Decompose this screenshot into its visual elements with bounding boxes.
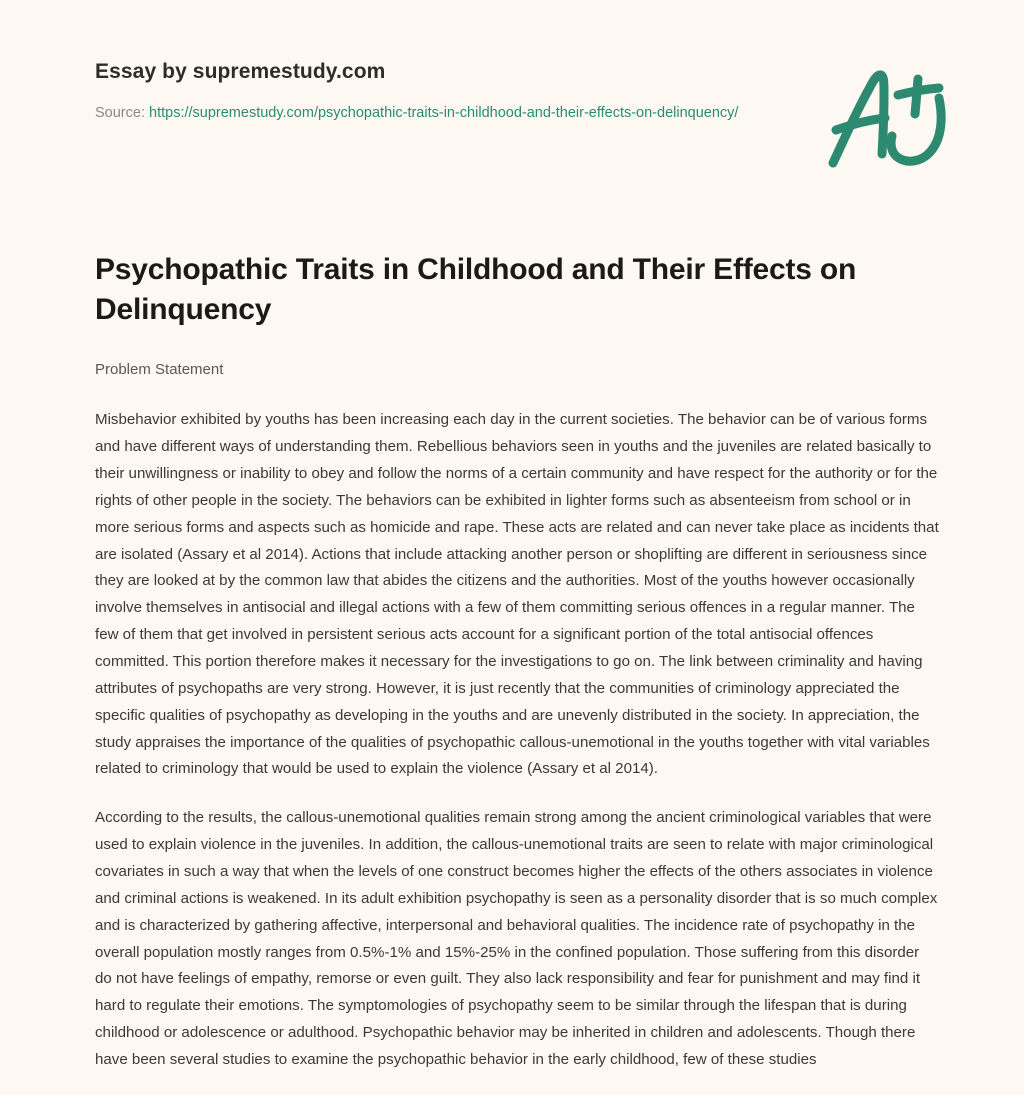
section-heading-problem-statement: Problem Statement	[95, 360, 224, 378]
page-title: Psychopathic Traits in Childhood and Their Effects on Delinquency	[95, 253, 857, 326]
source-label: Source:	[95, 105, 145, 122]
source-line	[95, 102, 765, 125]
body-copy	[95, 407, 940, 1074]
document-header	[95, 58, 795, 126]
source-url-link[interactable]: https://supremestudy.com/psychopathic-traits-in-childhood-and-their-effects-on-delinquency/	[149, 105, 739, 122]
brand-title: Essay by supremestudy.com	[95, 60, 386, 83]
a-plus-logo-icon	[822, 62, 952, 180]
article-content	[95, 250, 940, 1074]
paragraph: Misbehavior exhibited by youths has been increasing each day in the current societies. The behavior can be of various forms and have different ways of understanding them. Rebellious behaviors seen in youths and the juveniles are related basically to their unwillingness or inability to obey and follow the norms of a certain community and have respect for the authority or for the rights of other people in the society. The behaviors can be exhibited in lighter forms such as absenteeism from school or in more serious forms and aspects such as homicide and rape. These acts are related and can never take place as incidents that are isolated (Assary et al 2014). Actions that include attacking another person or shoplifting are different in seriousness since they are looked at by the common law that abides the citizens and the authorities. Most of the youths however occasionally involve themselves in antisocial and illegal actions with a few of them committing serious offences in a regular manner. The few of them that get involved in persistent serious acts account for a significant portion of the total antisocial offences committed. This portion therefore makes it necessary for the investigations to go on. The link between criminality and having attributes of psychopaths are very strong. However, it is just recently that the communities of criminology appreciated the specific qualities of psychopathy as developing in the youths and are unevenly distributed in the society. In appreciation, the study appraises the importance of the qualities of psychopathic callous-unemotional in the youths together with vital variables related to criminology that would be used to explain the violence (Assary et al 2014).	[95, 411, 939, 778]
paragraph: According to the results, the callous-unemotional qualities remain strong among the ancient criminological variables that were used to explain violence in the juveniles. In addition, the callous-unemotional traits are seen to relate with major criminological covariates in such a way that when the levels of one construct becomes higher the effects of the others associates in violence and criminal actions is weakened. In its adult exhibition psychopathy is seen as a personality disorder that is so much complex and is characterized by gathering affective, interpersonal and behavioral qualities. The incidence rate of psychopathy in the overall population mostly ranges from 0.5%-1% and 15%-25% in the confined population. Those suffering from this disorder do not have feelings of empathy, remorse or even guilt. They also lack responsibility and fear for punishment and may find it hard to regulate their emotions. The symptomologies of psychopathy seem to be similar through the lifespan that is during childhood or adolescence or adulthood. Psychopathic behavior may be inherited in children and adolescents. Though there have been several studies to examine the psychopathic behavior in the early childhood, few of these studies	[95, 809, 938, 1069]
